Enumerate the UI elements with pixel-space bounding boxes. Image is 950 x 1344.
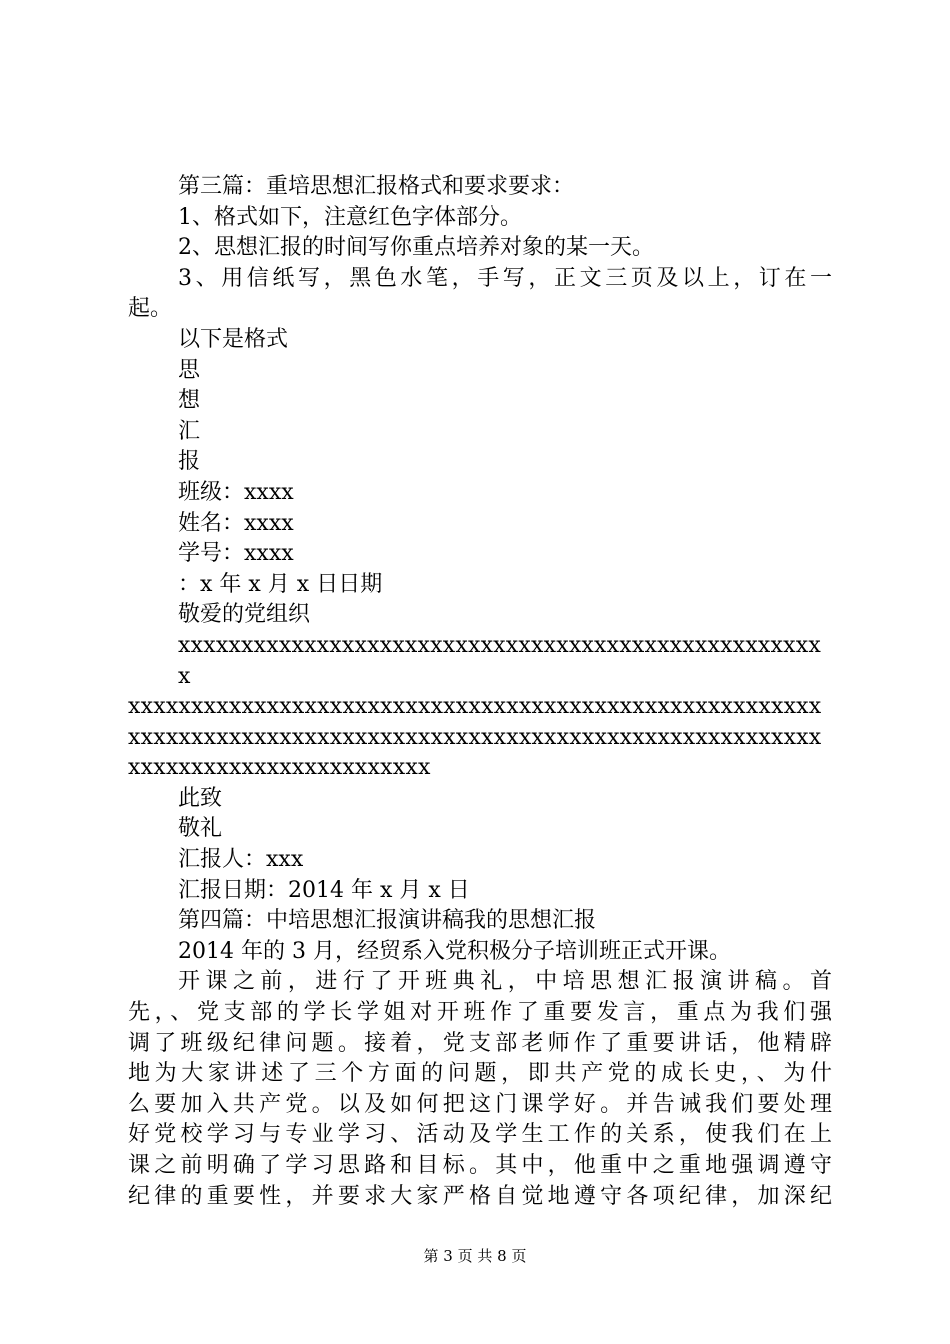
section4-para2-line: 么要加入共产党。以及如何把这门课学好。并告诫我们要处理 <box>128 1091 832 1117</box>
body-placeholder-line: xxxxxxxxxxxxxxxxxxxxxxxx <box>128 755 431 781</box>
format-intro: 以下是格式 <box>178 326 289 352</box>
section4-para2-line: 好党校学习与专业学习、活动及学生工作的关系，使我们在上 <box>128 1122 832 1148</box>
title-char: 汇 <box>178 418 201 444</box>
requirement-item-1: 1、格式如下，注意红色字体部分。 <box>178 204 522 230</box>
section4-para2-line: 开课之前，进行了开班典礼，中培思想汇报演讲稿。首 <box>178 969 832 995</box>
title-char: 报 <box>178 449 201 475</box>
report-date-line: 汇报日期：2014 年 x 月 x 日 <box>178 877 470 903</box>
closing-2: 敬礼 <box>178 816 223 842</box>
closing-1: 此致 <box>178 785 223 811</box>
section4-para2-line: 调了班级纪律问题。接着，党支部老师作了重要讲话，他精辟 <box>128 1030 832 1056</box>
requirement-item-2: 2、思想汇报的时间写你重点培养对象的某一天。 <box>178 235 654 261</box>
section3-title: 第三篇：重培思想汇报格式和要求要求： <box>178 174 575 199</box>
section4-para2-line: 纪律的重要性，并要求大家严格自觉地遵守各项纪律，加深纪 <box>128 1183 832 1209</box>
section4-title: 第四篇：中培思想汇报演讲稿我的思想汇报 <box>178 908 597 934</box>
date-line: ：x 年 x 月 x 日日期 <box>178 571 383 597</box>
requirement-item-3-line2: 起。 <box>128 296 173 322</box>
section4-paragraph-1: 2014 年的 3 月，经贸系入党积极分子培训班正式开课。 <box>178 938 731 964</box>
salutation: 敬爱的党组织 <box>178 602 311 628</box>
body-placeholder-line: xxxxxxxxxxxxxxxxxxxxxxxxxxxxxxxxxxxxxxxxxxxxxxxxxxxxxxx <box>128 694 822 720</box>
section4-para2-line: 先，、党支部的学长学姐对开班作了重要发言，重点为我们强 <box>128 1000 832 1026</box>
page-footer: 第 3 页 共 8 页 <box>423 1247 527 1265</box>
class-line: 班级：xxxx <box>178 479 294 505</box>
section4-para2-line: 地为大家讲述了三个方面的问题，即共产党的成长史，、为什 <box>128 1061 832 1087</box>
student-id-line: 学号：xxxx <box>178 541 294 567</box>
section4-para2-line: 课之前明确了学习思路和目标。其中，他重中之重地强调遵守 <box>128 1153 832 1178</box>
title-char: 想 <box>178 388 201 414</box>
document-body <box>128 172 832 1212</box>
reporter-line: 汇报人：xxx <box>178 847 304 873</box>
requirement-item-3-line1: 3、用信纸写，黑色水笔，手写，正文三页及以上，订在一 <box>178 265 832 291</box>
body-placeholder-line: xxxxxxxxxxxxxxxxxxxxxxxxxxxxxxxxxxxxxxxxxxxxxxxxxxxxxxx <box>128 724 822 750</box>
title-char: 思 <box>178 357 201 383</box>
body-placeholder-line: xxxxxxxxxxxxxxxxxxxxxxxxxxxxxxxxxxxxxxxxxxxxxxxxxxxx <box>178 632 821 689</box>
name-line: 姓名：xxxx <box>178 510 294 536</box>
